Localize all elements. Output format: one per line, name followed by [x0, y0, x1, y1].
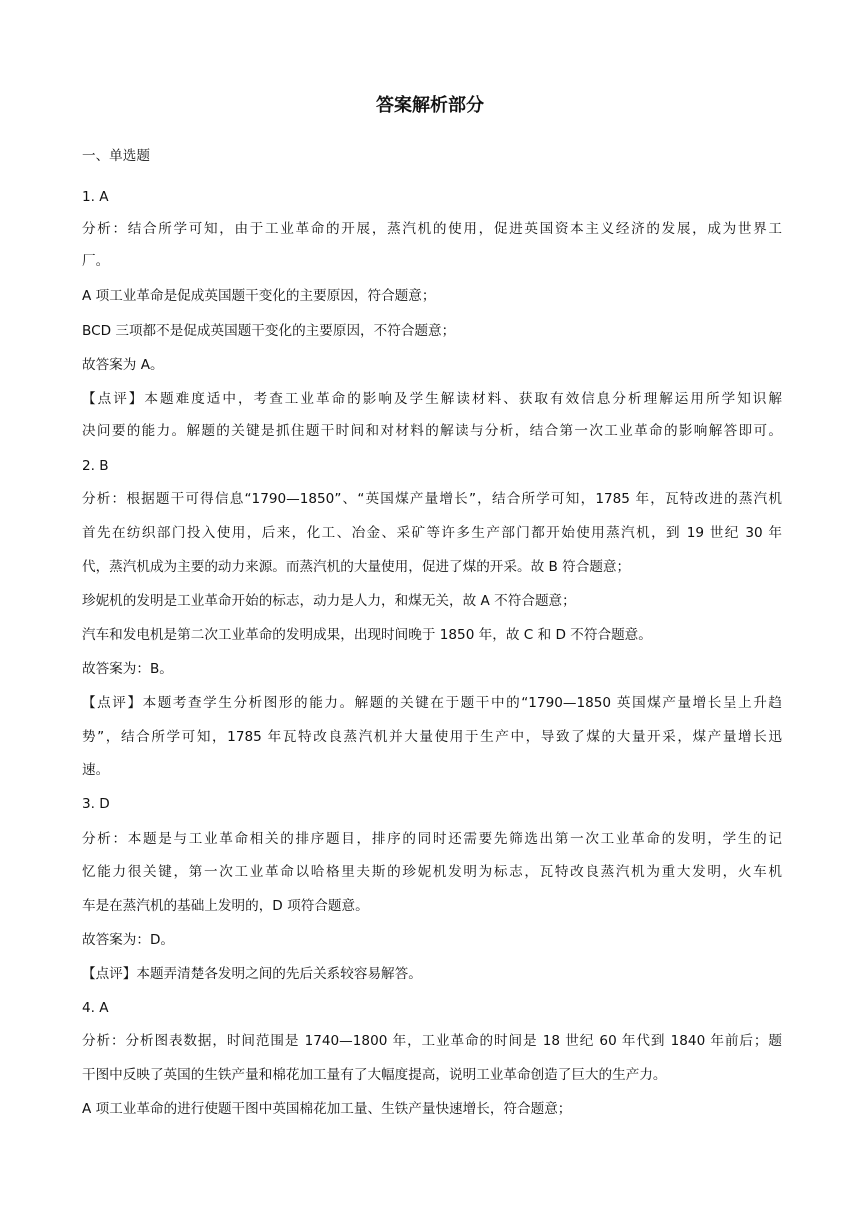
- q4-analysis-line: 分析：分析图表数据，时间范围是 1740—1800 年，工业革命的时间是 18 世纪 60 年代到 1840 年前后；题: [82, 1033, 782, 1049]
- q1-option-a: A 项工业革命是促成英国题干变化的主要原因，符合题意；: [82, 288, 436, 304]
- q2-comment-line: 势”，结合所学可知，1785 年瓦特改良蒸汽机并大量使用于生产中，导致了煤的大量开采，煤产量增长迅: [82, 729, 782, 745]
- q2-analysis-line: 汽车和发电机是第二次工业革命的发明成果，出现时间晚于 1850 年，故 C 和 D 不符合题意。: [82, 627, 652, 643]
- q4-answer: 4. A: [82, 1000, 109, 1016]
- q1-comment-line: 决问要的能力。解题的关键是抓住题干时间和对材料的解读与分析，结合第一次工业革命的影响解答即可。: [82, 423, 782, 439]
- q2-comment-line: 速。: [82, 762, 110, 778]
- q2-analysis-line: 首先在纺织部门投入使用，后来，化工、冶金、采矿等许多生产部门都开始使用蒸汽机，到 19 世纪 30 年: [82, 525, 782, 541]
- q1-answer: 1. A: [82, 189, 109, 205]
- q3-analysis-line: 忆能力很关键，第一次工业革命以哈格里夫斯的珍妮机发明为标志，瓦特改良蒸汽机为重大发明，火车机: [82, 864, 782, 880]
- q1-analysis-line: 分析：结合所学可知，由于工业革命的开展，蒸汽机的使用，促进英国资本主义经济的发展，成为世界工: [82, 221, 782, 237]
- q3-answer: 3. D: [82, 796, 110, 812]
- q1-analysis-line: 厂。: [82, 253, 110, 269]
- q4-option-a: A 项工业革命的进行使题干图中英国棉花加工量、生铁产量快速增长，符合题意；: [82, 1101, 572, 1117]
- q3-analysis-line: 车是在蒸汽机的基础上发明的，D 项符合题意。: [82, 898, 369, 914]
- q1-conclusion: 故答案为 A。: [82, 357, 164, 373]
- page-title: 答案解析部分: [376, 95, 484, 116]
- q1-comment-line: 【点评】本题难度适中，考查工业革命的影响及学生解读材料、获取有效信息分析理解运用所学知识解: [82, 391, 782, 407]
- q2-analysis-line: 珍妮机的发明是工业革命开始的标志，动力是人力，和煤无关，故 A 不符合题意；: [82, 593, 576, 609]
- q3-analysis-line: 分析：本题是与工业革命相关的排序题目，排序的同时还需要先筛选出第一次工业革命的发明，学生的记: [82, 831, 782, 847]
- q2-analysis-line: 代，蒸汽机成为主要的动力来源。而蒸汽机的大量使用，促进了煤的开采。故 B 符合题意；: [82, 559, 631, 575]
- q2-conclusion: 故答案为：B。: [82, 661, 173, 677]
- q3-conclusion: 故答案为：D。: [82, 932, 175, 948]
- q4-analysis-line: 干图中反映了英国的生铁产量和棉花加工量有了大幅度提高，说明工业革命创造了巨大的生产力。: [82, 1067, 667, 1083]
- q3-comment-line: 【点评】本题弄清楚各发明之间的先后关系较容易解答。: [82, 966, 422, 982]
- q1-option-bcd: BCD 三项都不是促成英国题干变化的主要原因，不符合题意；: [82, 323, 456, 339]
- q2-analysis-line: 分析：根据题干可得信息“1790—1850”、“英国煤产量增长”，结合所学可知，1785 年，瓦特改进的蒸汽机: [82, 491, 782, 507]
- q2-answer: 2. B: [82, 458, 109, 474]
- section-heading: 一、单选题: [82, 148, 150, 164]
- q2-comment-line: 【点评】本题考查学生分析图形的能力。解题的关键在于题干中的“1790—1850 英国煤产量增长呈上升趋: [82, 695, 782, 711]
